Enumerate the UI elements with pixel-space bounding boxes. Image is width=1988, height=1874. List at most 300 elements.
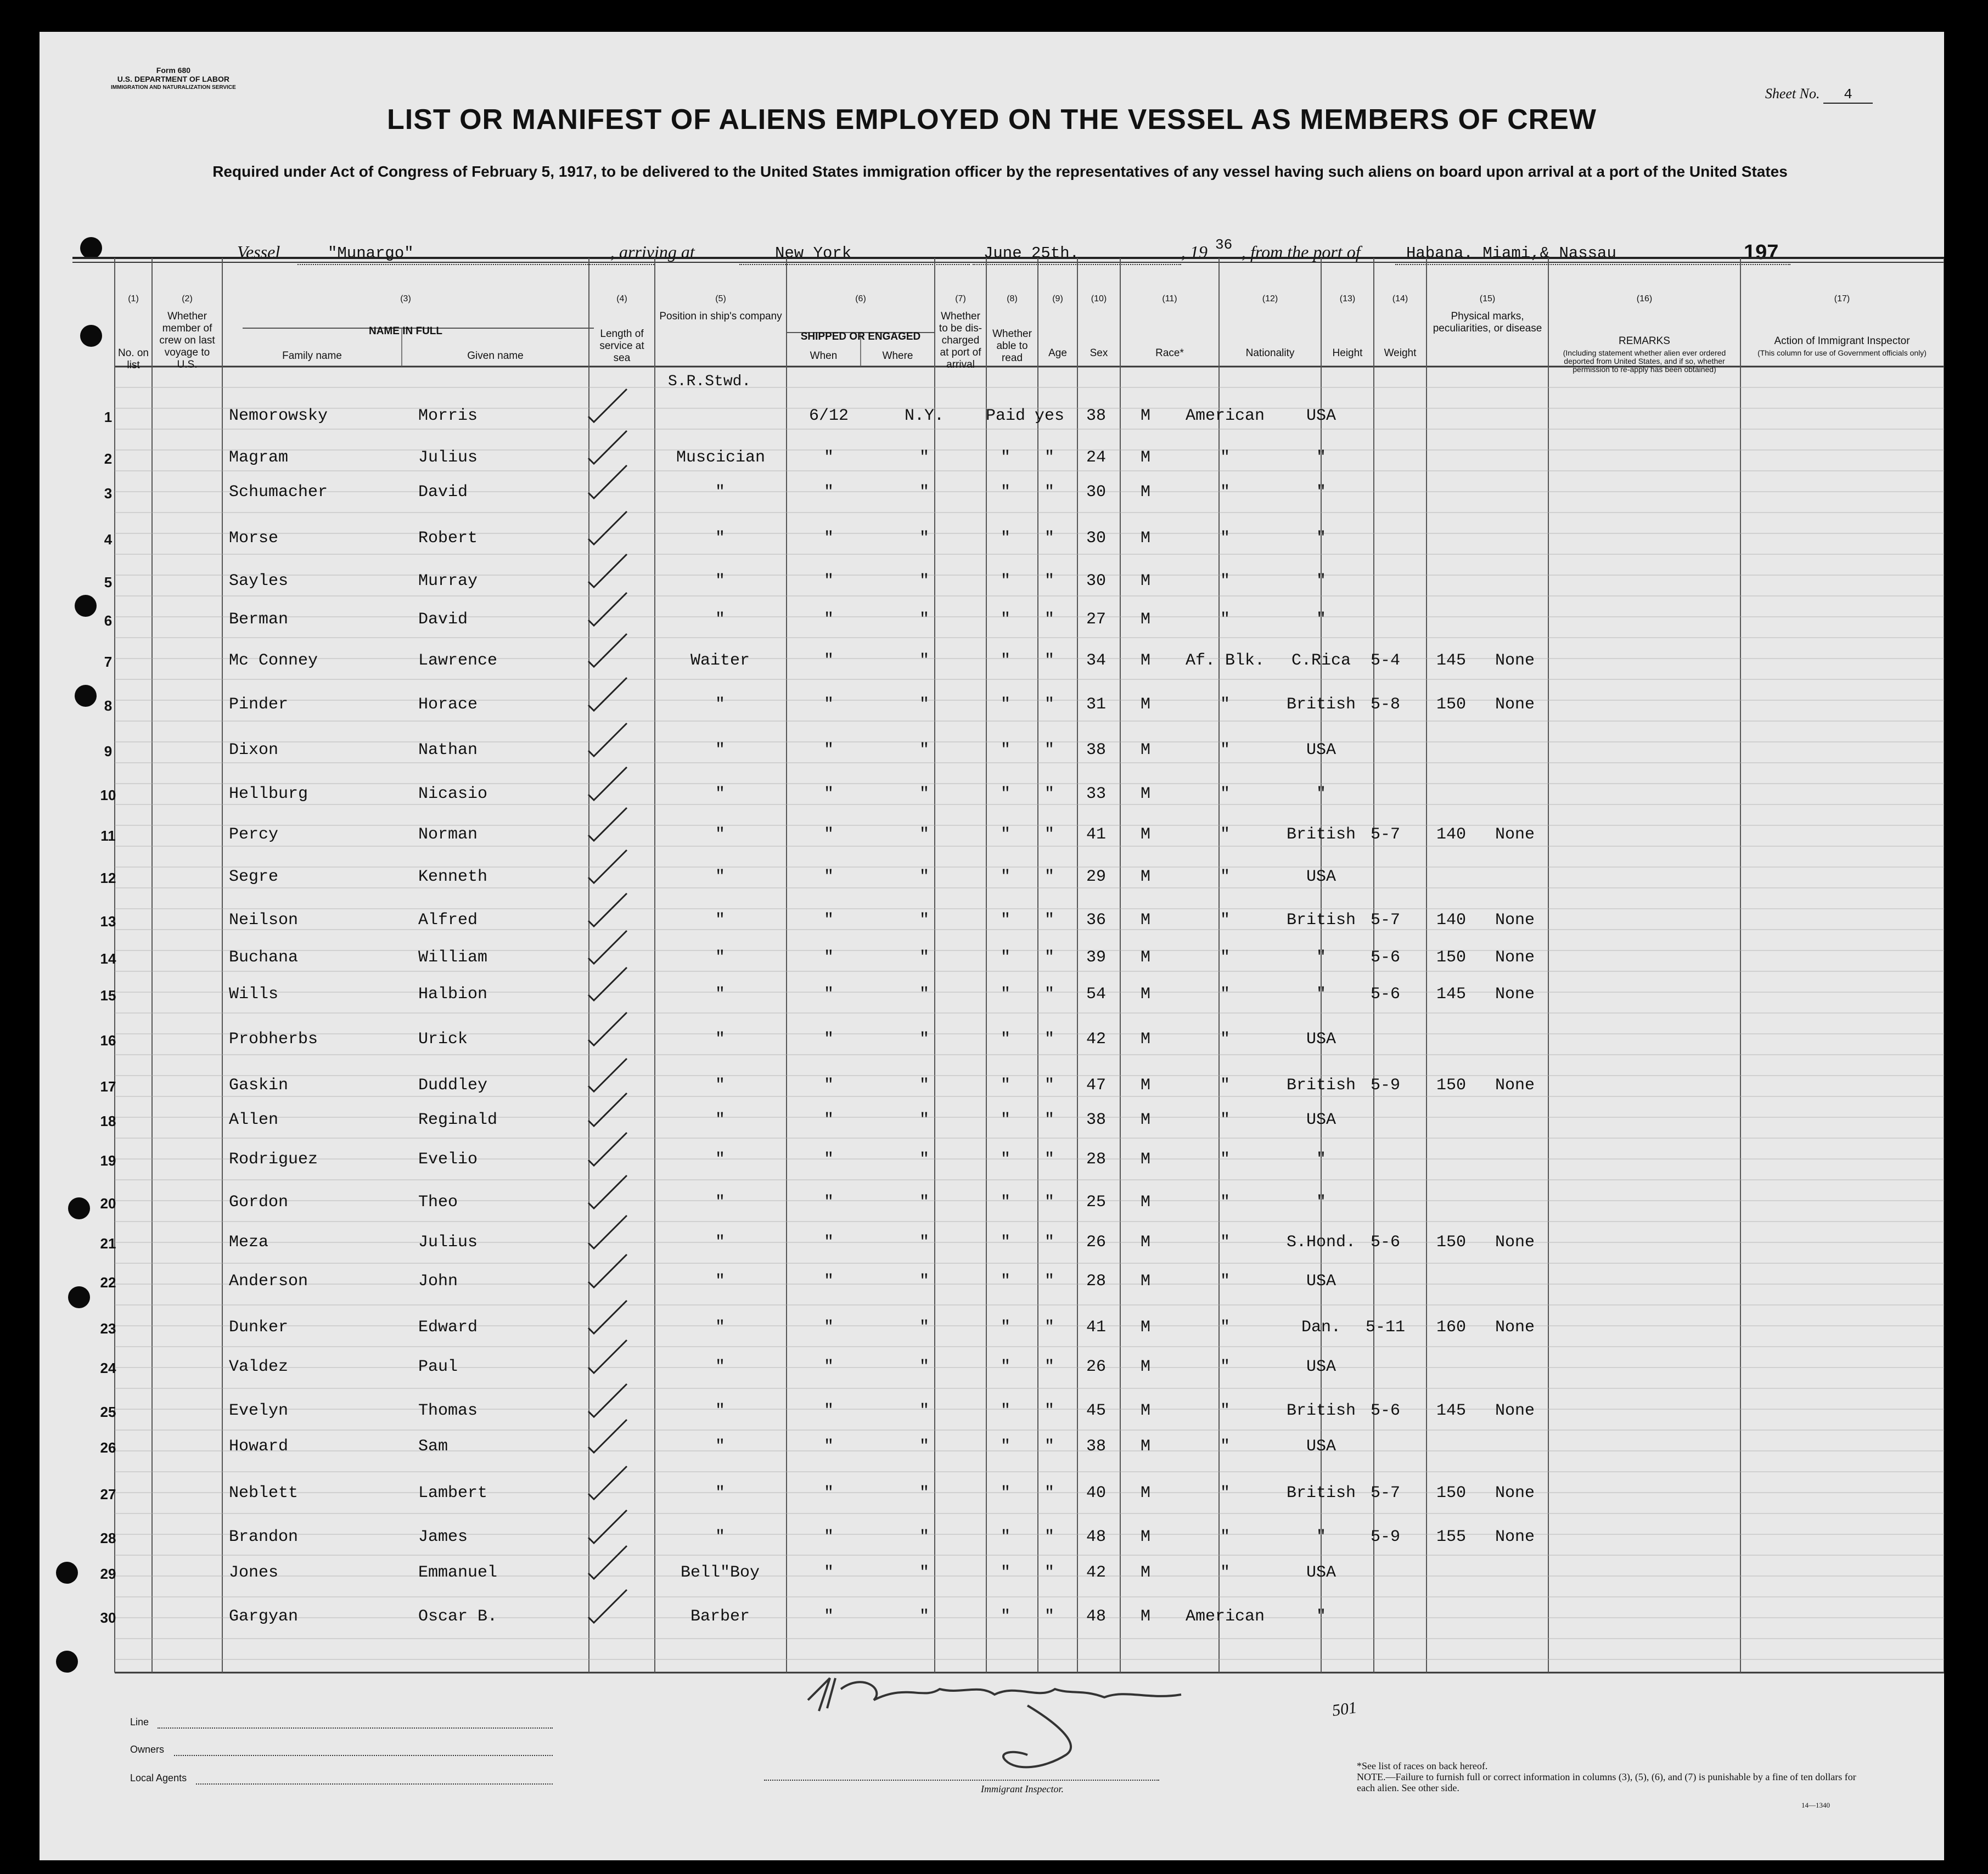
cell-race: " — [1220, 1528, 1230, 1546]
cell-sex: M — [1140, 572, 1150, 590]
cell-race: " — [1220, 572, 1230, 590]
races-note: *See list of races on back hereof. — [1357, 1760, 1488, 1771]
check-mark — [588, 1175, 627, 1208]
row-number: 8 — [104, 697, 113, 714]
cell-race: American — [1185, 1607, 1265, 1626]
cell-sex: M — [1140, 1358, 1150, 1376]
cell-nationality: USA — [1306, 1030, 1336, 1049]
cell-given: Edward — [418, 1318, 478, 1337]
cell-age: 38 — [1086, 407, 1106, 425]
cell-position: " — [715, 1111, 725, 1129]
cell-family: Dunker — [229, 1318, 289, 1337]
cell-race: " — [1220, 1193, 1230, 1212]
cell-read: " — [1044, 1528, 1054, 1546]
cell-given: Sam — [418, 1437, 448, 1456]
cell-marks: None — [1495, 1318, 1535, 1337]
cell-family: Gordon — [229, 1193, 289, 1212]
cell-read: " — [1044, 868, 1054, 886]
cell-position: " — [715, 529, 725, 548]
cell-where: " — [919, 695, 929, 714]
cell-weight: 140 — [1436, 825, 1466, 844]
cell-when: " — [823, 1076, 834, 1095]
cell-where: " — [919, 1030, 929, 1049]
cell-read: " — [1044, 1358, 1054, 1376]
cell-read: " — [1044, 1318, 1054, 1337]
cell-age: 41 — [1086, 1318, 1106, 1337]
cell-discharged: " — [1000, 1484, 1010, 1502]
column-subheader: Family name — [282, 350, 342, 362]
cell-nationality: USA — [1306, 407, 1336, 425]
cell-family: Sayles — [229, 572, 289, 590]
cell-family: Meza — [229, 1233, 269, 1252]
cell-sex: M — [1140, 651, 1150, 670]
cell-when: " — [823, 1402, 834, 1420]
cell-given: Lambert — [418, 1484, 488, 1502]
arrival-year: 36 — [1215, 237, 1233, 253]
cell-read: " — [1044, 1193, 1054, 1212]
cell-race: " — [1220, 741, 1230, 759]
inspector-signature-line — [764, 1780, 1159, 1781]
row-number: 24 — [100, 1360, 116, 1376]
cell-when: " — [823, 529, 834, 548]
cell-marks: None — [1495, 695, 1535, 714]
cell-age: 30 — [1086, 529, 1106, 548]
cell-discharged: " — [1000, 572, 1010, 590]
cell-sex: M — [1140, 985, 1150, 1004]
cell-sex: M — [1140, 448, 1150, 467]
cell-given: Oscar B. — [418, 1607, 498, 1626]
cell-discharged: " — [1000, 1358, 1010, 1376]
cell-position: " — [715, 741, 725, 759]
column-number: (5) — [715, 294, 726, 303]
cell-read: " — [1044, 1484, 1054, 1502]
cell-nationality: USA — [1306, 1563, 1336, 1582]
column-header: NAME IN FULL — [368, 325, 443, 337]
cell-family: Buchana — [229, 948, 299, 967]
cell-read: " — [1044, 1030, 1054, 1049]
cell-read: " — [1044, 825, 1054, 844]
sheet-number-label: Sheet No. — [1765, 86, 1820, 102]
cell-given: David — [418, 610, 468, 629]
cell-weight: 150 — [1436, 1484, 1466, 1502]
cell-read: " — [1044, 1437, 1054, 1456]
cell-race: " — [1220, 1358, 1230, 1376]
cell-when: 6/12 — [808, 407, 849, 425]
cell-age: 28 — [1086, 1150, 1106, 1169]
cell-where: " — [919, 985, 929, 1004]
cell-read: " — [1044, 1272, 1054, 1291]
cell-family: Anderson — [229, 1272, 308, 1291]
cell-age: 28 — [1086, 1272, 1106, 1291]
cell-height: 5-7 — [1370, 911, 1400, 930]
cell-race: " — [1220, 1563, 1230, 1582]
cell-age: 25 — [1086, 1193, 1106, 1212]
cell-position: Waiter — [690, 651, 750, 670]
cell-height: 5-6 — [1370, 1402, 1400, 1420]
cell-where: " — [919, 1437, 929, 1456]
column-subheader: Given name — [467, 350, 524, 362]
cell-given: Paul — [418, 1358, 458, 1376]
cell-race: " — [1220, 948, 1230, 967]
cell-discharged: " — [1000, 741, 1010, 759]
vessel-label: Vessel — [237, 242, 280, 262]
row-number: 22 — [100, 1274, 116, 1291]
cell-weight: 155 — [1436, 1528, 1466, 1546]
cell-nationality: S.Hond. — [1286, 1233, 1356, 1252]
cell-family: Percy — [229, 825, 279, 844]
cell-read: " — [1044, 448, 1054, 467]
cell-age: 29 — [1086, 868, 1106, 886]
cell-nationality: " — [1316, 1193, 1326, 1212]
cell-sex: M — [1140, 825, 1150, 844]
cell-family: Gargyan — [229, 1607, 299, 1626]
cell-position: " — [715, 1030, 725, 1049]
cell-sex: M — [1140, 529, 1150, 548]
check-mark — [588, 1546, 627, 1579]
cell-given: Robert — [418, 529, 478, 548]
arriving-port: New York — [775, 244, 852, 262]
cell-family: Nemorowsky — [229, 407, 328, 425]
column-number: (11) — [1162, 294, 1177, 303]
check-mark — [588, 1384, 627, 1417]
cell-discharged: " — [1000, 651, 1010, 670]
cell-given: Kenneth — [418, 868, 488, 886]
column-header: Sex — [1090, 347, 1108, 359]
cell-discharged: " — [1000, 1272, 1010, 1291]
row-number: 16 — [100, 1032, 116, 1049]
penalty-note: NOTE.—Failure to furnish full or correct information in columns (3), (5), (6), and (7) is punishable by a fine of ten dollars for each alien. See other side. — [1357, 1771, 1856, 1793]
cell-family: Berman — [229, 610, 289, 629]
cell-height: 5-7 — [1370, 825, 1400, 844]
cell-family: Jones — [229, 1563, 279, 1582]
cell-family: Pinder — [229, 695, 289, 714]
cell-where: " — [919, 785, 929, 803]
column-header: SHIPPED OR ENGAGED — [800, 331, 921, 342]
owners-field[interactable] — [174, 1755, 553, 1756]
manifest-number: 197 — [1744, 241, 1779, 264]
cell-discharged: " — [1000, 785, 1010, 803]
check-mark — [588, 1093, 627, 1126]
row-number: 10 — [100, 787, 116, 803]
cell-race: " — [1220, 825, 1230, 844]
check-mark — [588, 1340, 627, 1373]
cell-given: Alfred — [418, 911, 478, 930]
column-subheader: When — [810, 350, 838, 362]
cell-age: 42 — [1086, 1563, 1106, 1582]
cell-race: " — [1220, 1402, 1230, 1420]
cell-marks: None — [1495, 1484, 1535, 1502]
cell-discharged: " — [1000, 1030, 1010, 1049]
cell-race: American — [1185, 407, 1265, 425]
cell-discharged: " — [1000, 1563, 1010, 1582]
cell-when: " — [823, 868, 834, 886]
cell-nationality: British — [1286, 911, 1356, 930]
check-mark — [588, 723, 627, 756]
cell-race: " — [1220, 911, 1230, 930]
cell-position: " — [715, 911, 725, 930]
cell-when: " — [823, 985, 834, 1004]
cell-sex: M — [1140, 695, 1150, 714]
cell-position: " — [715, 868, 725, 886]
check-mark — [588, 465, 627, 498]
cell-discharged: " — [1000, 448, 1010, 467]
cell-nationality: Dan. — [1301, 1318, 1341, 1337]
column-number: (16) — [1636, 294, 1653, 303]
cell-family: Howard — [229, 1437, 289, 1456]
cell-sex: M — [1140, 1402, 1150, 1420]
cell-position: " — [715, 1484, 725, 1502]
cell-given: Reginald — [418, 1111, 498, 1129]
cell-where: " — [919, 1193, 929, 1212]
cell-where: " — [919, 1233, 929, 1252]
cell-given: Nathan — [418, 741, 478, 759]
cell-marks: None — [1495, 985, 1535, 1004]
cell-given: William — [418, 948, 488, 967]
cell-sex: M — [1140, 407, 1150, 425]
cell-marks: None — [1495, 651, 1535, 670]
cell-sex: M — [1140, 1150, 1150, 1169]
column-header: Whether member of crew on last voyage to U.S. — [159, 311, 215, 370]
from-port-label: , from the port of — [1242, 242, 1361, 262]
cell-race: " — [1220, 483, 1230, 502]
page-subtitle: Required under Act of Congress of February 5, 1917, to be delivered to the United States immigration officer by the representatives of any vessel having such aliens on board upon arrival at a port of the United States — [212, 163, 1788, 180]
cell-family: Segre — [229, 868, 279, 886]
cell-age: 26 — [1086, 1358, 1106, 1376]
cell-family: Gaskin — [229, 1076, 289, 1095]
cell-discharged: " — [1000, 1150, 1010, 1169]
cell-age: 34 — [1086, 651, 1106, 670]
cell-weight: 150 — [1436, 1233, 1466, 1252]
cell-race: " — [1220, 1484, 1230, 1502]
check-mark — [588, 808, 627, 841]
cell-where: " — [919, 1402, 929, 1420]
row-number: 18 — [100, 1113, 116, 1129]
cell-race: " — [1220, 610, 1230, 629]
cell-nationality: " — [1316, 1607, 1326, 1626]
cell-when: " — [823, 1233, 834, 1252]
cell-position: " — [715, 948, 725, 967]
cell-given: Norman — [418, 825, 478, 844]
cell-position: " — [715, 1358, 725, 1376]
cell-where: " — [919, 448, 929, 467]
cell-age: 45 — [1086, 1402, 1106, 1420]
arrival-date: June 25th. — [984, 244, 1080, 262]
cell-where: " — [919, 1076, 929, 1095]
cell-when: " — [823, 1607, 834, 1626]
cell-where: " — [919, 651, 929, 670]
cell-marks: None — [1495, 1402, 1535, 1420]
cell-weight: 140 — [1436, 911, 1466, 930]
cell-discharged: " — [1000, 985, 1010, 1004]
row-number: 26 — [100, 1439, 116, 1456]
cell-given: Emmanuel — [418, 1563, 498, 1582]
local-agents-field[interactable] — [196, 1783, 553, 1785]
row-number: 15 — [100, 987, 116, 1004]
cell-age: 36 — [1086, 911, 1106, 930]
position-header-note: S.R.Stwd. — [668, 373, 751, 390]
print-code: 14—1340 — [1801, 1801, 1830, 1809]
cell-when: " — [823, 785, 834, 803]
check-mark — [588, 634, 627, 667]
cell-discharged: " — [1000, 911, 1010, 930]
cell-discharged: " — [1000, 1111, 1010, 1129]
owners-label: Owners — [130, 1744, 165, 1755]
row-number: 28 — [100, 1530, 116, 1546]
inspector-signature — [797, 1656, 1214, 1788]
column-number: (10) — [1091, 294, 1107, 303]
cell-family: Brandon — [229, 1528, 299, 1546]
cell-when: " — [823, 1030, 834, 1049]
cell-discharged: " — [1000, 1076, 1010, 1095]
cell-read: " — [1044, 1607, 1054, 1626]
cell-read: " — [1044, 911, 1054, 930]
check-mark — [588, 1301, 627, 1333]
cell-sex: M — [1140, 1437, 1150, 1456]
cell-nationality: " — [1316, 610, 1326, 629]
cell-given: Lawrence — [418, 651, 498, 670]
cell-nationality: British — [1286, 695, 1356, 714]
cell-position: " — [715, 1528, 725, 1546]
cell-discharged: " — [1000, 868, 1010, 886]
page-title: LIST OR MANIFEST OF ALIENS EMPLOYED ON THE VESSEL AS MEMBERS OF CREW — [387, 104, 1597, 136]
cell-nationality: USA — [1306, 1358, 1336, 1376]
arriving-label: , arriving at — [610, 242, 695, 262]
cell-nationality: USA — [1306, 1437, 1336, 1456]
cell-sex: M — [1140, 610, 1150, 629]
cell-position: Barber — [690, 1607, 750, 1626]
check-mark — [588, 389, 627, 422]
row-number: 17 — [100, 1078, 116, 1095]
cell-family: Schumacher — [229, 483, 328, 502]
cell-where: " — [919, 825, 929, 844]
column-header: Weight — [1384, 347, 1417, 359]
cell-discharged: " — [1000, 825, 1010, 844]
cell-read: " — [1044, 695, 1054, 714]
manifest-sheet — [40, 32, 1944, 1860]
row-number: 30 — [100, 1609, 116, 1626]
cell-given: Julius — [418, 448, 478, 467]
cell-weight: 145 — [1436, 985, 1466, 1004]
cell-when: " — [823, 1528, 834, 1546]
cell-age: 24 — [1086, 448, 1106, 467]
cell-family: Wills — [229, 985, 279, 1004]
cell-given: James — [418, 1528, 468, 1546]
row-number: 4 — [104, 531, 113, 548]
column-number: (17) — [1834, 294, 1850, 303]
cell-given: Morris — [418, 407, 478, 425]
cell-when: " — [823, 1484, 834, 1502]
cell-height: 5-6 — [1370, 1233, 1400, 1252]
check-mark — [588, 1510, 627, 1543]
cell-given: Horace — [418, 695, 478, 714]
check-mark — [588, 511, 627, 544]
cell-when: " — [823, 448, 834, 467]
check-mark — [588, 931, 627, 964]
column-number: (1) — [128, 294, 139, 303]
line-field[interactable] — [158, 1727, 553, 1729]
row-number: 13 — [100, 913, 116, 930]
cell-sex: M — [1140, 1193, 1150, 1212]
cell-read: yes — [1034, 407, 1064, 425]
row-number: 6 — [104, 612, 113, 629]
check-mark — [588, 1254, 627, 1287]
cell-discharged: " — [1000, 1607, 1010, 1626]
check-mark — [588, 678, 627, 711]
cell-sex: M — [1140, 1318, 1150, 1337]
cell-marks: None — [1495, 948, 1535, 967]
cell-position: " — [715, 1272, 725, 1291]
cell-family: Valdez — [229, 1358, 289, 1376]
cell-given: Thomas — [418, 1402, 478, 1420]
column-number: (14) — [1392, 294, 1408, 303]
cell-position: " — [715, 785, 725, 803]
cell-where: " — [919, 572, 929, 590]
cell-read: " — [1044, 529, 1054, 548]
cell-race: " — [1220, 1111, 1230, 1129]
cell-read: " — [1044, 1076, 1054, 1095]
cell-height: 5-9 — [1370, 1076, 1400, 1095]
cell-nationality: " — [1316, 1528, 1326, 1546]
row-number: 9 — [104, 743, 113, 759]
cell-sex: M — [1140, 911, 1150, 930]
row-number: 1 — [104, 409, 113, 425]
cell-discharged: " — [1000, 695, 1010, 714]
column-header: Length of service at sea — [599, 328, 644, 364]
cell-marks: None — [1495, 1233, 1535, 1252]
cell-age: 39 — [1086, 948, 1106, 967]
cell-sex: M — [1140, 1607, 1150, 1626]
column-number: (2) — [182, 294, 193, 303]
cell-nationality: USA — [1306, 868, 1336, 886]
cell-race: " — [1220, 1233, 1230, 1252]
cell-given: Duddley — [418, 1076, 488, 1095]
cell-family: Neblett — [229, 1484, 299, 1502]
row-number: 25 — [100, 1404, 116, 1420]
cell-sex: M — [1140, 1272, 1150, 1291]
cell-marks: None — [1495, 1528, 1535, 1546]
column-header: Height — [1332, 347, 1363, 359]
cell-where: " — [919, 741, 929, 759]
row-number: 3 — [104, 485, 113, 502]
cell-nationality: " — [1316, 785, 1326, 803]
cell-when: " — [823, 1437, 834, 1456]
column-header: Position in ship's company — [659, 311, 782, 322]
cell-read: " — [1044, 985, 1054, 1004]
cell-race: " — [1220, 695, 1230, 714]
cell-given: Evelio — [418, 1150, 478, 1169]
cell-age: 38 — [1086, 741, 1106, 759]
column-number: (15) — [1479, 294, 1496, 303]
check-mark — [588, 850, 627, 883]
cell-read: " — [1044, 1233, 1054, 1252]
cell-age: 27 — [1086, 610, 1106, 629]
cell-age: 48 — [1086, 1607, 1106, 1626]
cell-position: " — [715, 610, 725, 629]
cell-discharged: " — [1000, 948, 1010, 967]
cell-position: " — [715, 985, 725, 1004]
cell-family: Magram — [229, 448, 289, 467]
handwritten-number: 501 — [1330, 1698, 1358, 1720]
check-mark — [588, 967, 627, 1000]
cell-when: " — [823, 1358, 834, 1376]
cell-sex: M — [1140, 483, 1150, 502]
row-number: 27 — [100, 1486, 116, 1502]
cell-age: 38 — [1086, 1437, 1106, 1456]
cell-family: Allen — [229, 1111, 279, 1129]
column-number: (12) — [1262, 294, 1278, 303]
check-mark — [588, 1133, 627, 1166]
cell-given: Nicasio — [418, 785, 488, 803]
